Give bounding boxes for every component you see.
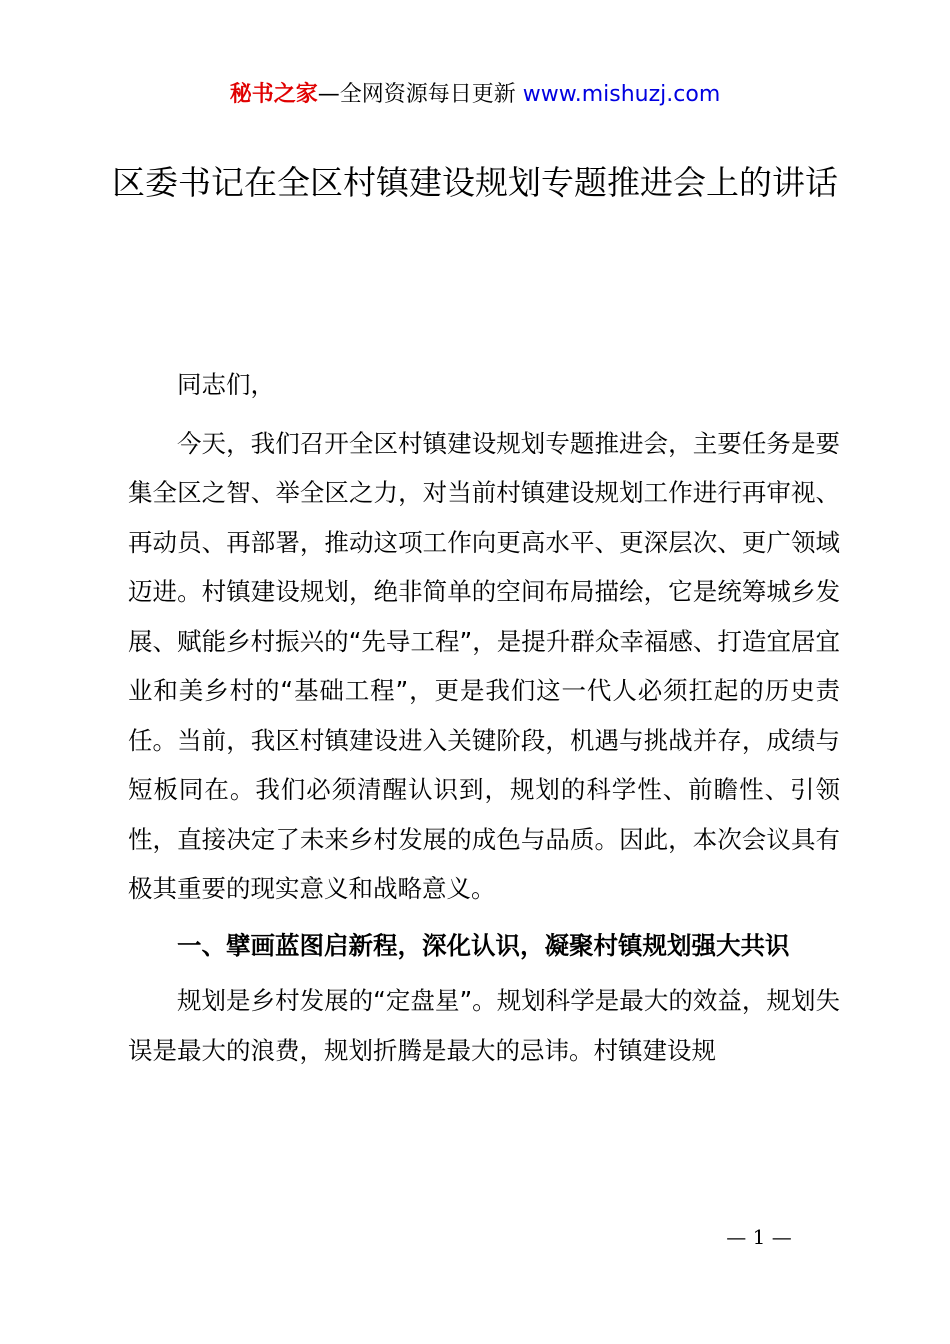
greeting-paragraph: 同志们， [177, 370, 275, 399]
header-slogan: —全网资源每日更新 [317, 82, 523, 107]
site-url-link[interactable]: www.mishuzj.com [522, 82, 721, 107]
section-paragraph: 规划是乡村发展的“定盘星”。规划科学是最大的效益，规划失误是最大的浪费，规划折腾是最大的忌讳。村镇建设规 [128, 986, 840, 1065]
brand-name: 秘书之家 [229, 82, 318, 107]
intro-paragraph: 今天，我们召开全区村镇建设规划专题推进会，主要任务是要集全区之智、举全区之力，对当前村镇建设规划工作进行再审视、再动员、再部署，推动这项工作向更高水平、更深层次、更广领域迈进。村镇建设规划，绝非简单的空间布局描绘，它是统筹城乡发展、赋能乡村振兴的“先导工程”，是提升群众幸福感、打造宜居宜业和美乡村的“基础工程”，更是我们这一代人必须扛起的历史责任。当前，我区村镇建设进入关键阶段，机遇与挑战并存，成绩与短板同在。我们必须清醒认识到，规划的科学性、前瞻性、引领性，直接决定了未来乡村发展的成色与品质。因此，本次会议具有极其重要的现实意义和战略意义。 [128, 428, 840, 903]
section-heading: 一、擘画蓝图启新程，深化认识，凝聚村镇规划强大共识 [177, 930, 790, 960]
page-number: — 1 — [726, 1225, 792, 1249]
document-body [128, 360, 840, 1075]
document-title: 区委书记在全区村镇建设规划专题推进会上的讲话 [112, 163, 838, 202]
site-header [0, 78, 950, 112]
